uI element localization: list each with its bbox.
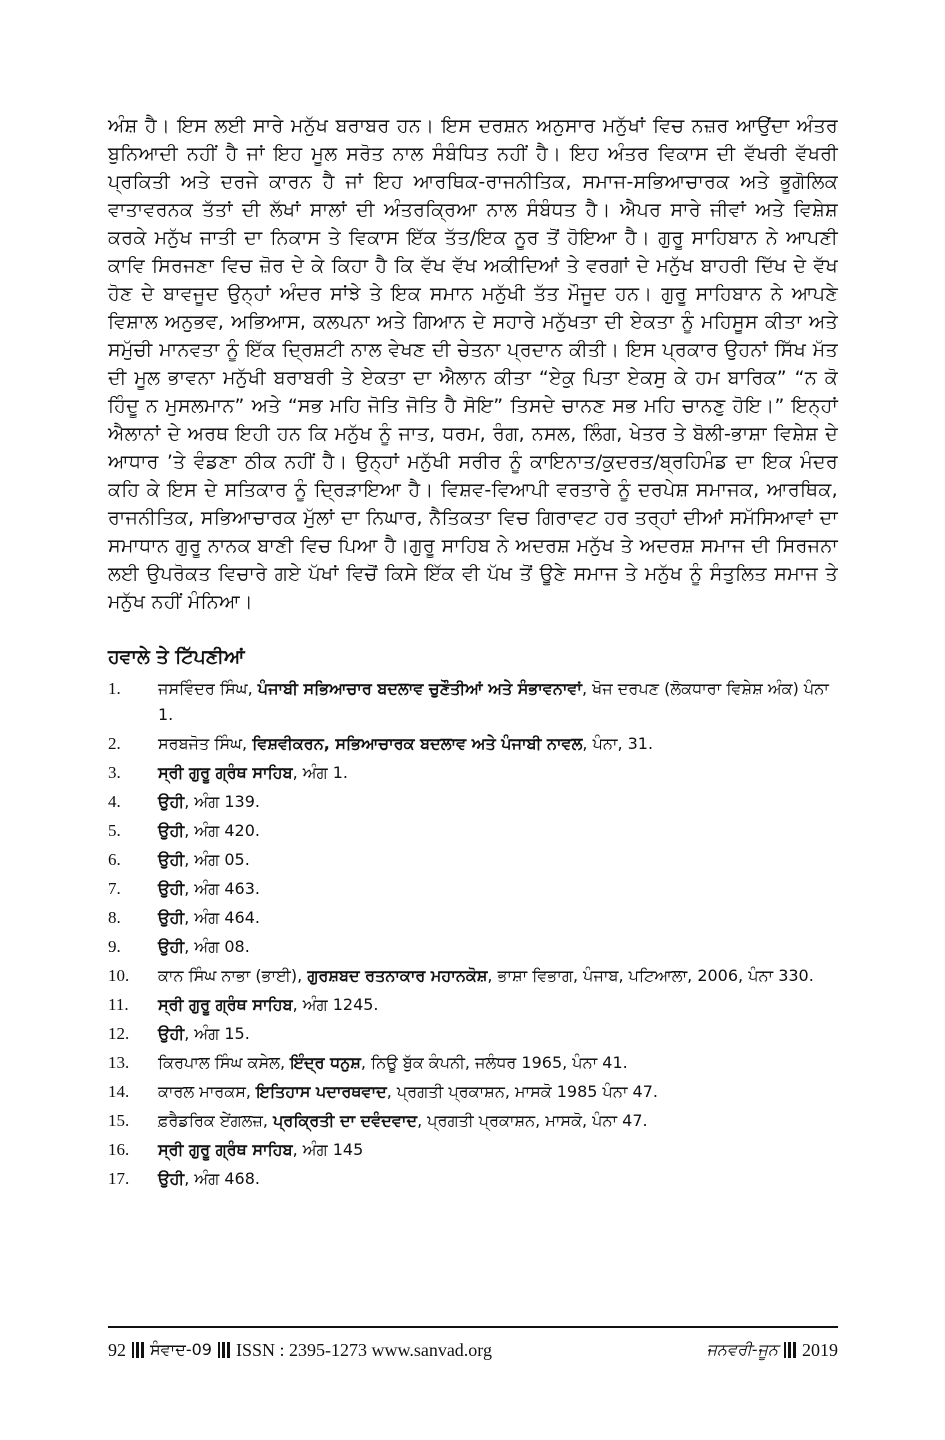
reference-title: ਉਹੀ	[158, 1024, 185, 1043]
page-footer	[108, 1337, 838, 1363]
reference-details: , ਅੰਗ 468.	[184, 1169, 260, 1188]
reference-text	[158, 934, 838, 960]
reference-number: 16.	[108, 1140, 130, 1159]
reference-item	[108, 1108, 838, 1134]
reference-number: 14.	[108, 1082, 130, 1101]
footer-divider	[108, 1326, 838, 1328]
reference-details: , ਪੰਨਾ, 31.	[582, 734, 654, 753]
reference-details: , ਅੰਗ 463.	[184, 879, 260, 898]
reference-item	[108, 847, 838, 873]
reference-number: 11.	[108, 995, 129, 1014]
reference-details: , ਅੰਗ 464.	[184, 908, 260, 927]
reference-item	[108, 676, 838, 728]
reference-title: ਗੁਰਸ਼ਬਦ ਰਤਨਾਕਾਰ ਮਹਾਨਕੋਸ਼	[307, 966, 488, 985]
journal-name: ਸੰਵਾਦ-09	[150, 1340, 212, 1359]
reference-details: , ਅੰਗ 1245.	[292, 995, 379, 1014]
reference-item	[108, 992, 838, 1018]
reference-title: ਉਹੀ	[158, 908, 185, 927]
reference-title: ਇੰਦ੍ਰ ਧਨੁਸ਼	[290, 1053, 361, 1072]
barcode-separator-icon	[784, 1342, 796, 1358]
reference-title: ਪੰਜਾਬੀ ਸਭਿਆਚਾਰ ਬਦਲਾਵ ਚੁਣੌਤੀਆਂ ਅਤੇ ਸੰਭਾਵਨਾਵਾਂ	[257, 679, 582, 698]
reference-text	[158, 760, 838, 786]
reference-number: 3.	[108, 763, 121, 782]
reference-item	[108, 1137, 838, 1163]
issn-and-website: ISSN : 2395-1273 www.sanvad.org	[235, 1339, 492, 1360]
barcode-separator-icon	[132, 1342, 144, 1358]
reference-author: ਸਰਬਜੋਤ ਸਿੰਘ,	[158, 734, 253, 753]
reference-title: ਉਹੀ	[158, 1169, 185, 1188]
reference-author: ਜਸਵਿੰਦਰ ਸਿੰਘ,	[158, 679, 258, 698]
reference-item	[108, 876, 838, 902]
reference-item	[108, 789, 838, 815]
reference-number: 8.	[108, 908, 121, 927]
reference-author: ਕਾਰਲ ਮਾਰਕਸ,	[158, 1082, 257, 1101]
reference-number: 6.	[108, 850, 121, 869]
reference-number: 5.	[108, 821, 121, 840]
reference-item	[108, 1021, 838, 1047]
reference-details: , ਭਾਸ਼ਾ ਵਿਭਾਗ, ਪੰਜਾਬ, ਪਟਿਆਲਾ, 2006, ਪੰਨਾ 330.	[487, 966, 814, 985]
reference-item	[108, 905, 838, 931]
reference-author: ਕਾਨ ਸਿੰਘ ਨਾਭਾ (ਭਾਈ),	[158, 966, 308, 985]
reference-details: , ਪ੍ਰਗਤੀ ਪ੍ਰਕਾਸ਼ਨ, ਮਾਸਕੋ 1985 ਪੰਨਾ 47.	[386, 1082, 658, 1101]
reference-title: ਸ੍ਰੀ ਗੁਰੂ ਗ੍ਰੰਥ ਸਾਹਿਬ	[158, 995, 293, 1014]
reference-item	[108, 731, 838, 757]
reference-details: , ਖੋਜ ਦਰਪਣ (ਲੋਕਧਾਰਾ ਵਿਸ਼ੇਸ਼ ਅੰਕ) ਪੰਨਾ 1.	[158, 679, 829, 724]
reference-item	[108, 934, 838, 960]
reference-title: ਉਹੀ	[158, 937, 185, 956]
reference-number: 10.	[108, 966, 130, 985]
reference-details: , ਅੰਗ 1.	[292, 763, 348, 782]
reference-item	[108, 1079, 838, 1105]
reference-text	[158, 818, 838, 844]
body-paragraph: ਅੰਸ਼ ਹੈ। ਇਸ ਲਈ ਸਾਰੇ ਮਨੁੱਖ ਬਰਾਬਰ ਹਨ। ਇਸ ਦਰਸ਼ਨ ਅਨੁਸਾਰ ਮਨੁੱਖਾਂ ਵਿਚ ਨਜ਼ਰ ਆਉਂਦਾ ਅੰਤਰ ਬੁਨਿਆਦੀ ਨਹੀਂ ਹੈ ਜਾਂ ਇਹ ਮੂਲ ਸਰੋਤ ਨਾਲ ਸੰਬੰਧਿਤ ਨਹੀਂ ਹੈ। ਇਹ ਅੰਤਰ ਵਿਕਾਸ ਦੀ ਵੱਖਰੀ ਵੱਖਰੀ ਪ੍ਰਕਿਤੀ ਅਤੇ ਦਰਜੇ ਕਾਰਨ ਹੈ ਜਾਂ ਇਹ ਆਰਥਿਕ-ਰਾਜਨੀਤਿਕ, ਸਮਾਜ-ਸਭਿਆਚਾਰਕ ਅਤੇ ਭੂਗੋਲਿਕ ਵਾਤਾਵਰਨਕ ਤੱਤਾਂ ਦੀ ਲੱਖਾਂ ਸਾਲਾਂ ਦੀ ਅੰਤਰਕ੍ਰਿਆ ਨਾਲ ਸੰਬੰਧਤ ਹੈ। ਐਪਰ ਸਾਰੇ ਜੀਵਾਂ ਅਤੇ ਵਿਸ਼ੇਸ਼ ਕਰਕੇ ਮਨੁੱਖ ਜਾਤੀ ਦਾ ਨਿਕਾਸ ਤੇ ਵਿਕਾਸ ਇੱਕ ਤੱਤ/ਇਕ ਨੂਰ ਤੋਂ ਹੋਇਆ ਹੈ। ਗੁਰੂ ਸਾਹਿਬਾਨ ਨੇ ਆਪਣੀ ਕਾਵਿ ਸਿਰਜਣਾ ਵਿਚ ਜ਼ੋਰ ਦੇ ਕੇ ਕਿਹਾ ਹੈ ਕਿ ਵੱਖ ਵੱਖ ਅਕੀਦਿਆਂ ਤੇ ਵਰਗਾਂ ਦੇ ਮਨੁੱਖ ਬਾਹਰੀ ਦਿੱਖ ਦੇ ਵੱਖ ਹੋਣ ਦੇ ਬਾਵਜੂਦ ਉਨ੍ਹਾਂ ਅੰਦਰ ਸਾਂਝੇ ਤੇ ਇਕ ਸਮਾਨ ਮਨੁੱਖੀ ਤੱਤ ਮੌਜੂਦ ਹਨ। ਗੁਰੂ ਸਾਹਿਬਾਨ ਨੇ ਆਪਣੇ ਵਿਸ਼ਾਲ ਅਨੁਭਵ, ਅਭਿਆਸ, ਕਲਪਨਾ ਅਤੇ ਗਿਆਨ ਦੇ ਸਹਾਰੇ ਮਨੁੱਖਤਾ ਦੀ ਏਕਤਾ ਨੂੰ ਮਹਿਸੂਸ ਕੀਤਾ ਅਤੇ ਸਮੁੱਚੀ ਮਾਨਵਤਾ ਨੂੰ ਇੱਕ ਦ੍ਰਿਸ਼ਟੀ ਨਾਲ ਵੇਖਣ ਦੀ ਚੇਤਨਾ ਪ੍ਰਦਾਨ ਕੀਤੀ। ਇਸ ਪ੍ਰਕਾਰ ਉਹਨਾਂ ਸਿੱਖ ਮੱਤ ਦੀ ਮੂਲ ਭਾਵਨਾ ਮਨੁੱਖੀ ਬਰਾਬਰੀ ਤੇ ਏਕਤਾ ਦਾ ਐਲਾਨ ਕੀਤਾ “ਏਕੁ ਪਿਤਾ ਏਕਸੁ ਕੇ ਹਮ ਬਾਰਿਕ” “ਨ ਕੋ ਹਿੰਦੂ ਨ ਮੁਸਲਮਾਨ” ਅਤੇ “ਸਭ ਮਹਿ ਜੋਤਿ ਜੋਤਿ ਹੈ ਸੋਇ” ਤਿਸਦੇ ਚਾਨਣ ਸਭ ਮਹਿ ਚਾਨਣੁ ਹੋਇ।” ਇਨ੍ਹਾਂ ਐਲਾਨਾਂ ਦੇ ਅਰਥ ਇਹੀ ਹਨ ਕਿ ਮਨੁੱਖ ਨੂੰ ਜਾਤ, ਧਰਮ, ਰੰਗ, ਨਸਲ, ਲਿੰਗ, ਖੇਤਰ ਤੇ ਬੋਲੀ-ਭਾਸ਼ਾ ਵਿਸ਼ੇਸ਼ ਦੇ ਆਧਾਰ ’ਤੇ ਵੰਡਣਾ ਠੀਕ ਨਹੀਂ ਹੈ। ਉਨ੍ਹਾਂ ਮਨੁੱਖੀ ਸਰੀਰ ਨੂੰ ਕਾਇਨਾਤ/ਕੁਦਰਤ/ਬ੍ਰਹਿਮੰਡ ਦਾ ਇਕ ਮੰਦਰ ਕਹਿ ਕੇ ਇਸ ਦੇ ਸਤਿਕਾਰ ਨੂੰ ਦ੍ਰਿੜਾਇਆ ਹੈ। ਵਿਸ਼ਵ-ਵਿਆਪੀ ਵਰਤਾਰੇ ਨੂੰ ਦਰਪੇਸ਼ ਸਮਾਜਕ, ਆਰਥਿਕ, ਰਾਜਨੀਤਿਕ, ਸਭਿਆਚਾਰਕ ਮੁੱਲਾਂ ਦਾ ਨਿਘਾਰ, ਨੈਤਿਕਤਾ ਵਿਚ ਗਿਰਾਵਟ ਹਰ ਤਰ੍ਹਾਂ ਦੀਆਂ ਸਮੱਸਿਆਵਾਂ ਦਾ ਸਮਾਧਾਨ ਗੁਰੂ ਨਾਨਕ ਬਾਣੀ ਵਿਚ ਪਿਆ ਹੈ।ਗੁਰੂ ਸਾਹਿਬ ਨੇ ਅਦਰਸ਼ ਮਨੁੱਖ ਤੇ ਅਦਰਸ਼ ਸਮਾਜ ਦੀ ਸਿਰਜਨਾ ਲਈ ਉਪਰੋਕਤ ਵਿਚਾਰੇ ਗਏ ਪੱਖਾਂ ਵਿਚੋਂ ਕਿਸੇ ਇੱਕ ਵੀ ਪੱਖ ਤੋਂ ਊਣੇ ਸਮਾਜ ਤੇ ਮਨੁੱਖ ਨੂੰ ਸੰਤੁਲਿਤ ਸਮਾਜ ਤੇ ਮਨੁੱਖ ਨਹੀਂ ਮੰਨਿਆ।	[108, 115, 838, 613]
footer-left	[108, 1340, 492, 1361]
reference-title: ਉਹੀ	[158, 821, 185, 840]
barcode-separator-icon	[218, 1342, 230, 1358]
reference-text	[158, 992, 838, 1018]
reference-details: , ਅੰਗ 15.	[184, 1024, 250, 1043]
reference-title: ਸ੍ਰੀ ਗੁਰੂ ਗ੍ਰੰਥ ਸਾਹਿਬ	[158, 1140, 293, 1159]
reference-text	[158, 1050, 838, 1076]
reference-text	[158, 963, 838, 989]
reference-title: ਵਿਸ਼ਵੀਕਰਨ, ਸਭਿਆਚਾਰਕ ਬਦਲਾਵ ਅਤੇ ਪੰਜਾਬੀ ਨਾਵਲ	[252, 734, 583, 753]
reference-item	[108, 963, 838, 989]
reference-title: ਉਹੀ	[158, 850, 185, 869]
reference-number: 2.	[108, 734, 121, 753]
reference-text	[158, 1079, 838, 1105]
reference-number: 17.	[108, 1169, 130, 1188]
reference-text	[158, 905, 838, 931]
reference-details: , ਅੰਗ 05.	[184, 850, 250, 869]
reference-number: 13.	[108, 1053, 130, 1072]
reference-title: ਸ੍ਰੀ ਗੁਰੂ ਗ੍ਰੰਥ ਸਾਹਿਬ	[158, 763, 293, 782]
reference-item	[108, 1050, 838, 1076]
reference-title: ਇਤਿਹਾਸ ਪਦਾਰਥਵਾਦ	[256, 1082, 387, 1101]
reference-text	[158, 789, 838, 815]
reference-title: ਪ੍ਰਕ੍ਰਿਤੀ ਦਾ ਦਵੰਦਵਾਦ	[273, 1111, 418, 1130]
reference-item	[108, 818, 838, 844]
reference-number: 9.	[108, 937, 121, 956]
reference-item	[108, 1166, 838, 1192]
reference-details: , ਨਿਊ ਬੁੱਕ ਕੰਪਨੀ, ਜਲੰਧਰ 1965, ਪੰਨਾ 41.	[360, 1053, 628, 1072]
references-heading: ਹਵਾਲੇ ਤੇ ਟਿੱਪਣੀਆਂ	[108, 646, 245, 668]
reference-text	[158, 1166, 838, 1192]
reference-text	[158, 1108, 838, 1134]
references-list	[108, 676, 838, 1192]
reference-title: ਉਹੀ	[158, 879, 185, 898]
reference-text	[158, 731, 838, 757]
reference-author: ਫ਼ਰੈਡਰਿਕ ਏਂਗਲਜ਼,	[158, 1111, 274, 1130]
page-number: 92	[108, 1339, 126, 1360]
reference-item	[108, 760, 838, 786]
reference-details: , ਅੰਗ 145	[292, 1140, 364, 1159]
issue-year: 2019	[802, 1339, 838, 1360]
reference-title: ਉਹੀ	[158, 792, 185, 811]
reference-text	[158, 1137, 838, 1163]
reference-number: 7.	[108, 879, 121, 898]
reference-details: , ਪ੍ਰਗਤੀ ਪ੍ਰਕਾਸ਼ਨ, ਮਾਸਕੋ, ਪੰਨਾ 47.	[417, 1111, 648, 1130]
reference-text	[158, 676, 838, 728]
reference-number: 1.	[108, 679, 121, 698]
reference-text	[158, 1021, 838, 1047]
reference-number: 15.	[108, 1111, 130, 1130]
reference-details: , ਅੰਗ 08.	[184, 937, 250, 956]
issue-months: ਜਨਵਰੀ-ਜੂਨ	[706, 1340, 778, 1359]
reference-number: 4.	[108, 792, 121, 811]
reference-text	[158, 847, 838, 873]
footer-right	[707, 1340, 838, 1361]
page-content	[108, 112, 838, 1195]
reference-number: 12.	[108, 1024, 130, 1043]
reference-details: , ਅੰਗ 139.	[184, 792, 260, 811]
reference-details: , ਅੰਗ 420.	[184, 821, 260, 840]
reference-text	[158, 876, 838, 902]
reference-author: ਕਿਰਪਾਲ ਸਿੰਘ ਕਸੇਲ,	[158, 1053, 291, 1072]
